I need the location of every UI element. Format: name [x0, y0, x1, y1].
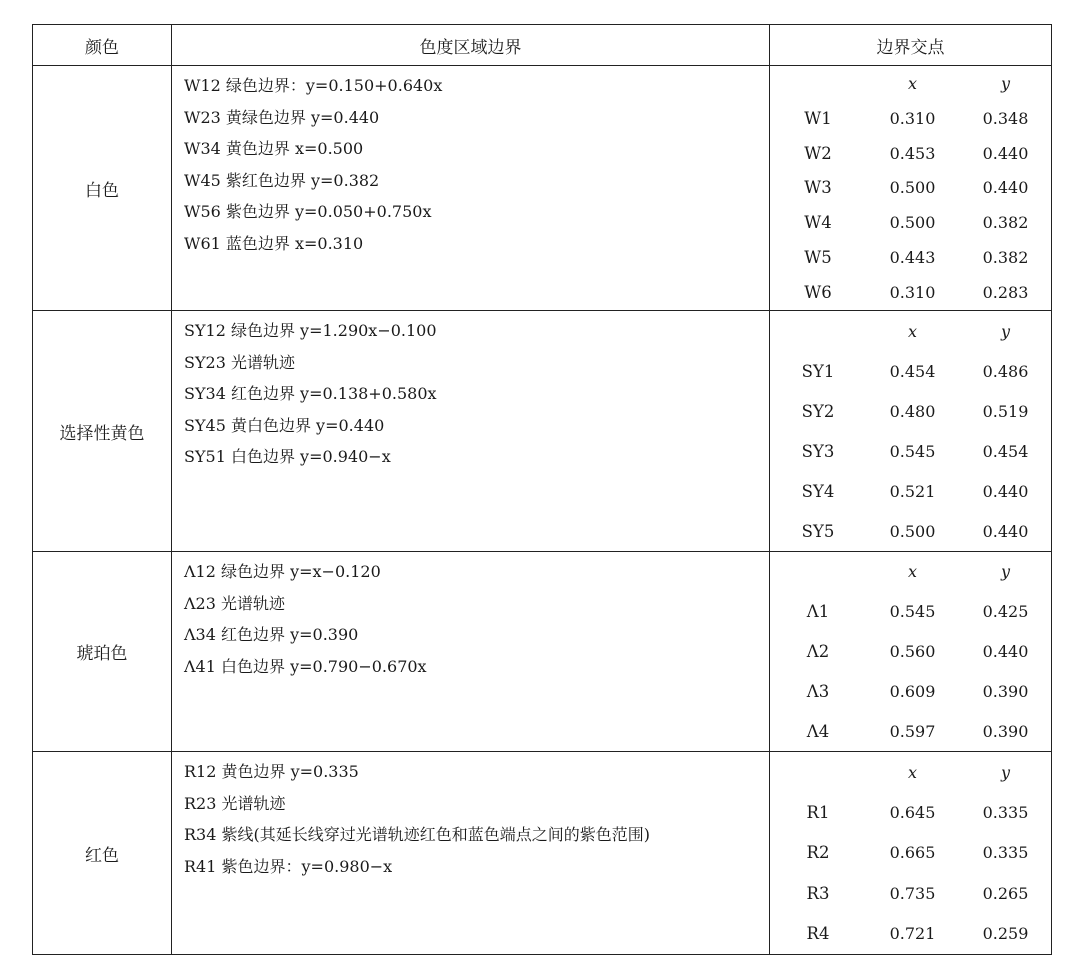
color-name-cell: 白色: [33, 66, 172, 311]
coord-header-blank: [770, 311, 866, 351]
point-name: SY4: [801, 481, 835, 501]
point-row: [770, 471, 1052, 511]
table-row: [33, 66, 1052, 311]
coord-header-x: x: [907, 73, 918, 93]
point-y: 0.265: [982, 883, 1029, 903]
point-y: 0.519: [982, 401, 1029, 421]
point-y: 0.454: [982, 441, 1029, 461]
point-x: 0.480: [889, 401, 936, 421]
point-row: [770, 511, 1052, 551]
point-x: 0.500: [889, 178, 936, 198]
point-row: [770, 205, 1052, 240]
point-y: 0.283: [982, 283, 1029, 303]
point-row: [770, 792, 1052, 832]
point-name: W3: [804, 178, 832, 198]
coord-header-x: x: [907, 321, 918, 341]
coord-header-y: y: [1000, 762, 1011, 782]
point-x: 0.310: [889, 283, 936, 303]
point-name: Λ4: [806, 721, 830, 741]
header-color: 颜色: [33, 25, 172, 66]
boundary-line: W45 紫红色边界 y=0.382: [184, 170, 380, 190]
point-x: 0.521: [889, 481, 936, 501]
point-y: 0.486: [982, 361, 1029, 381]
header-intersection: 边界交点: [770, 25, 1052, 66]
boundary-line: R23 光谱轨迹: [184, 793, 286, 813]
point-x: 0.310: [889, 108, 936, 128]
intersection-cell: [770, 311, 1052, 552]
point-y: 0.335: [982, 843, 1029, 863]
point-name: W2: [804, 143, 832, 163]
point-row: [770, 592, 1052, 632]
point-y: 0.335: [982, 803, 1029, 823]
point-name: W1: [804, 108, 832, 128]
point-x: 0.545: [889, 441, 936, 461]
boundary-cell: [172, 552, 770, 752]
boundary-line: W12 绿色边界：y=0.150+0.640x: [184, 76, 443, 95]
table-row: [33, 752, 1052, 955]
table-row: [33, 311, 1052, 552]
point-row: [770, 240, 1052, 275]
point-row: [770, 914, 1052, 954]
header-boundary: 色度区域边界: [172, 25, 770, 66]
boundary-line: SY34 红色边界 y=0.138+0.580x: [184, 384, 437, 403]
intersection-points-table: [770, 552, 1052, 751]
point-row: [770, 711, 1052, 751]
point-row: [770, 431, 1052, 471]
coord-header-x: x: [907, 562, 918, 582]
point-row: [770, 671, 1052, 711]
boundary-line: Λ23 光谱轨迹: [184, 593, 286, 613]
point-y: 0.390: [982, 721, 1029, 741]
point-name: SY2: [801, 401, 835, 421]
point-name: W6: [804, 283, 832, 303]
boundary-line: SY23 光谱轨迹: [184, 352, 295, 372]
boundary-line: Λ12 绿色边界 y=x−0.120: [184, 562, 381, 581]
point-row: [770, 275, 1052, 310]
point-name: R4: [806, 924, 830, 944]
coord-header-row: [770, 552, 1052, 592]
point-y: 0.440: [982, 641, 1029, 661]
point-y: 0.390: [982, 681, 1029, 701]
boundary-cell: [172, 66, 770, 311]
point-y: 0.440: [982, 143, 1029, 163]
point-y: 0.440: [982, 521, 1029, 541]
boundary-cell: [172, 752, 770, 955]
point-row: [770, 632, 1052, 672]
boundary-line: R41 紫色边界：y=0.980−x: [184, 856, 393, 876]
color-name-cell: 红色: [33, 752, 172, 955]
point-name: R1: [806, 803, 830, 823]
point-row: [770, 391, 1052, 431]
boundary-line: SY51 白色边界 y=0.940−x: [184, 447, 391, 466]
boundary-line: SY12 绿色边界 y=1.290x−0.100: [184, 321, 437, 340]
point-y: 0.440: [982, 481, 1029, 501]
boundary-line: Λ41 白色边界 y=0.790−0.670x: [184, 656, 427, 676]
boundary-line: W61 蓝色边界 x=0.310: [184, 233, 364, 253]
coord-header-y: y: [1000, 562, 1011, 582]
point-row: [770, 101, 1052, 136]
point-x: 0.453: [889, 143, 936, 163]
point-name: R3: [806, 883, 830, 903]
point-row: [770, 171, 1052, 206]
point-y: 0.382: [982, 248, 1029, 268]
point-name: SY3: [801, 441, 835, 461]
boundary-line: W23 黄绿色边界 y=0.440: [184, 107, 380, 127]
point-x: 0.500: [889, 213, 936, 233]
point-x: 0.443: [889, 248, 936, 268]
chromaticity-table: [32, 24, 1052, 955]
point-name: Λ2: [806, 641, 830, 661]
point-name: SY5: [801, 521, 835, 541]
point-y: 0.382: [982, 213, 1029, 233]
boundary-line: W34 黄色边界 x=0.500: [184, 139, 364, 158]
coord-header-blank: [770, 752, 866, 792]
table-row: [33, 552, 1052, 752]
point-x: 0.597: [889, 721, 936, 741]
coord-header-y: y: [1000, 321, 1011, 341]
table-body: [33, 66, 1052, 955]
point-name: W5: [804, 248, 832, 268]
coord-header-blank: [770, 552, 866, 592]
intersection-cell: [770, 752, 1052, 955]
boundary-cell: [172, 311, 770, 552]
point-y: 0.425: [982, 602, 1029, 622]
intersection-points-table: [770, 752, 1052, 954]
boundary-line: R12 黄色边界 y=0.335: [184, 762, 359, 781]
point-name: R2: [806, 843, 830, 863]
point-x: 0.500: [889, 521, 936, 541]
point-y: 0.348: [982, 108, 1029, 128]
point-row: [770, 873, 1052, 913]
point-y: 0.259: [982, 924, 1029, 944]
point-x: 0.454: [889, 361, 936, 381]
boundary-line: Λ34 红色边界 y=0.390: [184, 625, 359, 644]
intersection-cell: [770, 66, 1052, 311]
coord-header-row: [770, 311, 1052, 351]
point-x: 0.545: [889, 602, 936, 622]
intersection-points-table: [770, 66, 1052, 310]
point-name: W4: [804, 213, 832, 233]
point-row: [770, 136, 1052, 171]
intersection-points-table: [770, 311, 1052, 551]
intersection-cell: [770, 552, 1052, 752]
coord-header-row: [770, 66, 1052, 101]
point-x: 0.560: [889, 641, 936, 661]
point-x: 0.645: [889, 803, 936, 823]
coord-header-x: x: [907, 762, 918, 782]
boundary-line: R34 紫线(其延长线穿过光谱轨迹红色和蓝色端点之间的紫色范围): [184, 825, 650, 844]
coord-header-row: [770, 752, 1052, 792]
point-y: 0.440: [982, 178, 1029, 198]
point-x: 0.735: [889, 883, 936, 903]
table-header-row: [33, 25, 1052, 66]
point-x: 0.665: [889, 843, 936, 863]
color-name-cell: 选择性黄色: [33, 311, 172, 552]
boundary-line: SY45 黄白色边界 y=0.440: [184, 415, 385, 435]
point-row: [770, 833, 1052, 873]
point-name: Λ1: [806, 602, 830, 622]
point-name: SY1: [801, 361, 835, 381]
coord-header-blank: [770, 66, 866, 101]
point-row: [770, 351, 1052, 391]
boundary-line: W56 紫色边界 y=0.050+0.750x: [184, 202, 432, 221]
point-name: Λ3: [806, 681, 830, 701]
color-name-cell: 琥珀色: [33, 552, 172, 752]
point-x: 0.609: [889, 681, 936, 701]
point-x: 0.721: [889, 924, 936, 944]
coord-header-y: y: [1000, 73, 1011, 93]
